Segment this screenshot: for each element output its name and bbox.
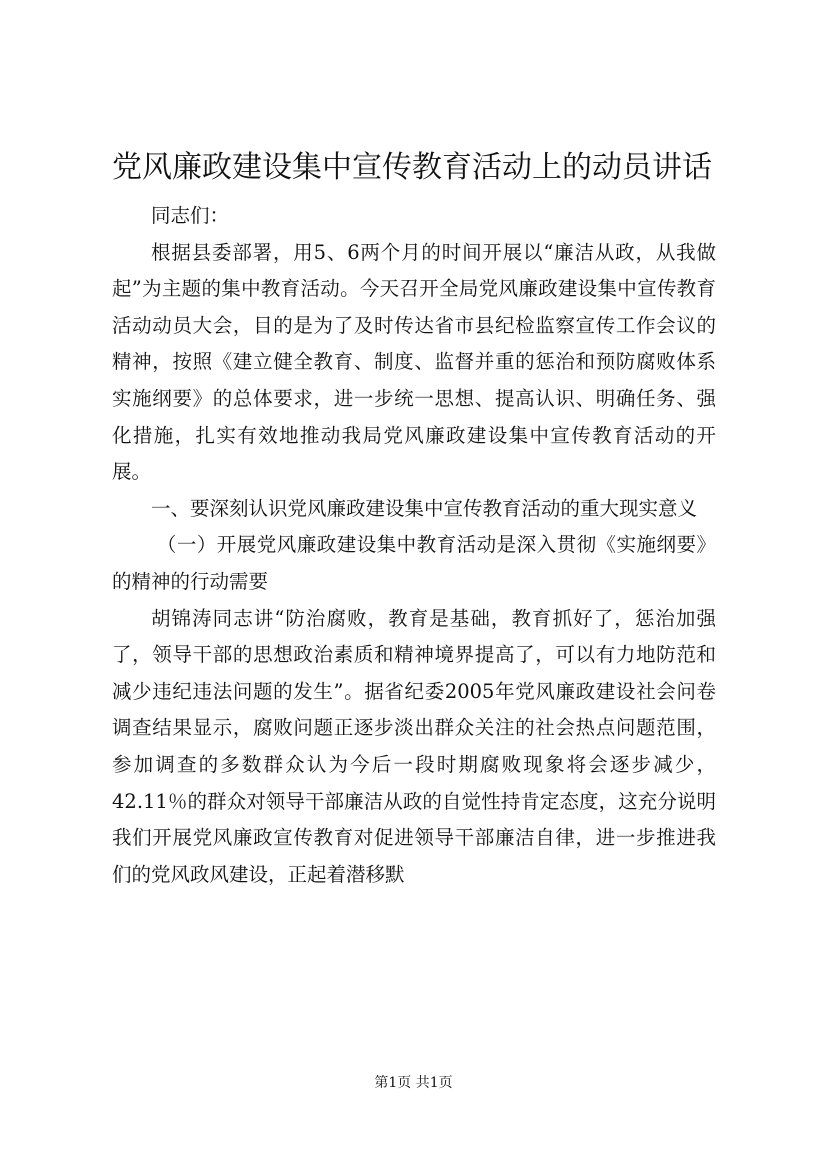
section-heading: 一、要深刻认识党风廉政建设集中宣传教育活动的重大现实意义 <box>151 496 698 520</box>
subsection-heading: （一）开展党风廉政建设集中教育活动是深入贯彻《实施纲要》的精神的行动需要 <box>112 533 716 593</box>
salutation-paragraph: 同志们： <box>151 204 230 227</box>
body-paragraph: 胡锦涛同志讲“防治腐败，教育是基础，教育抓好了，惩治加强了，领导干部的思想政治素质和精神境界提高了，可以有力地防范和减少违纪违法问题的发生”。据省纪委2005年党风廉政建设社会问卷调查结果显示，腐败问题正逐步淡出群众关注的社会热点问题范围，参加调查的多数群众认为今后一段时期腐败现象将会逐步减少，42.11％的群众对领导干部廉洁从政的自觉性持肯定态度，这充分说明我们开展党风廉政宣传教育对促进领导干部廉洁自律，进一步推进我们的党风政风建设，正起着潜移默 <box>112 606 716 886</box>
document-body <box>112 198 716 893</box>
document-title: 党风廉政建设集中宣传教育活动上的动员讲话 <box>112 150 712 185</box>
intro-paragraph: 根据县委部署，用5、6两个月的时间开展以“廉洁从政，从我做起”为主题的集中教育活动。今天召开全局党风廉政建设集中宣传教育活动动员大会，目的是为了及时传达省市县纪检监察宣传工作会议的精神，按照《建立健全教育、制度、监督并重的惩治和预防腐败体系实施纲要》的总体要求，进一步统一思想、提高认识、明确任务、强化措施，扎实有效地推动我局党风廉政建设集中宣传教育活动的开展。 <box>112 240 716 484</box>
page-footer: 第1页 共1页 <box>374 1075 453 1091</box>
